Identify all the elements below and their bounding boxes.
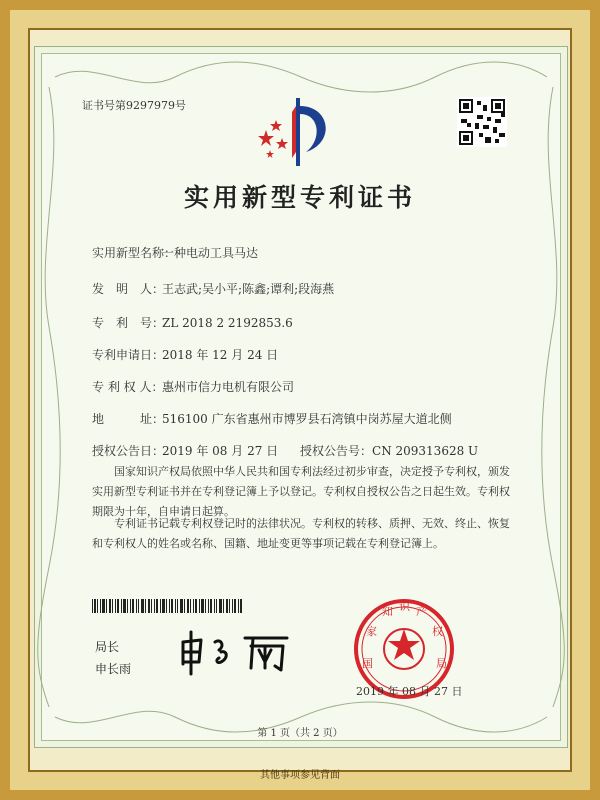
field-patent-number: 专 利 号：ZL 2018 2 2192853.6: [92, 316, 293, 330]
certificate-number: 证书号第9297979号: [82, 99, 186, 112]
svg-text:国: 国: [362, 657, 373, 670]
grant-statement-paragraph: 国家知识产权局依照中华人民共和国专利法经过初步审查，决定授予专利权，颁发实用新型专利证书并在专利登记簿上予以登记。专利权自授权公告之日起生效。专利权期限为十年，自申请日起算。: [92, 465, 510, 518]
legal-status-paragraph: 专利证书记载专利权登记时的法律状况。专利权的转移、质押、无效、终止、恢复和专利权人的姓名或名称、国籍、地址变更等事项记载在专利登记簿上。: [92, 517, 510, 550]
svg-text:产: 产: [416, 605, 427, 618]
cnipa-logo-icon: [256, 92, 336, 170]
field-address: 地 址：516100 广东省惠州市博罗县石湾镇中岗苏屋大道北侧: [92, 412, 452, 426]
svg-text:知: 知: [382, 605, 393, 618]
field-patentee: 专 利 权 人：惠州市信力电机有限公司: [92, 380, 295, 394]
svg-text:局: 局: [436, 657, 447, 670]
svg-text:识: 识: [399, 600, 410, 613]
qr-code-icon: [457, 97, 507, 147]
seal-date: 2019 年 08 月 27 日: [356, 685, 463, 698]
field-grant-date: 授权公告日：2019 年 08 月 27 日: [92, 444, 279, 458]
page-number: 第 1 页（共 2 页）: [257, 728, 343, 739]
field-utility-model-name: 实用新型名称：一种电动工具马达: [92, 246, 259, 260]
field-inventors: 发 明 人：王志武;吴小平;陈鑫;谭利;段海燕: [92, 282, 335, 296]
field-application-date: 专利申请日：2018 年 12 月 24 日: [92, 348, 279, 362]
footer-note: 其他事项参见背面: [260, 770, 340, 781]
field-publication-number: 授权公告号：CN 209313628 U: [300, 444, 479, 458]
signatory-name: 申长雨: [95, 662, 132, 676]
signatory-title: 局长: [95, 640, 120, 654]
barcode-icon: [92, 599, 242, 613]
svg-text:权: 权: [432, 625, 443, 638]
page-title: 实用新型专利证书: [183, 183, 416, 212]
svg-text:家: 家: [366, 625, 377, 638]
handwritten-signature: [175, 628, 295, 676]
